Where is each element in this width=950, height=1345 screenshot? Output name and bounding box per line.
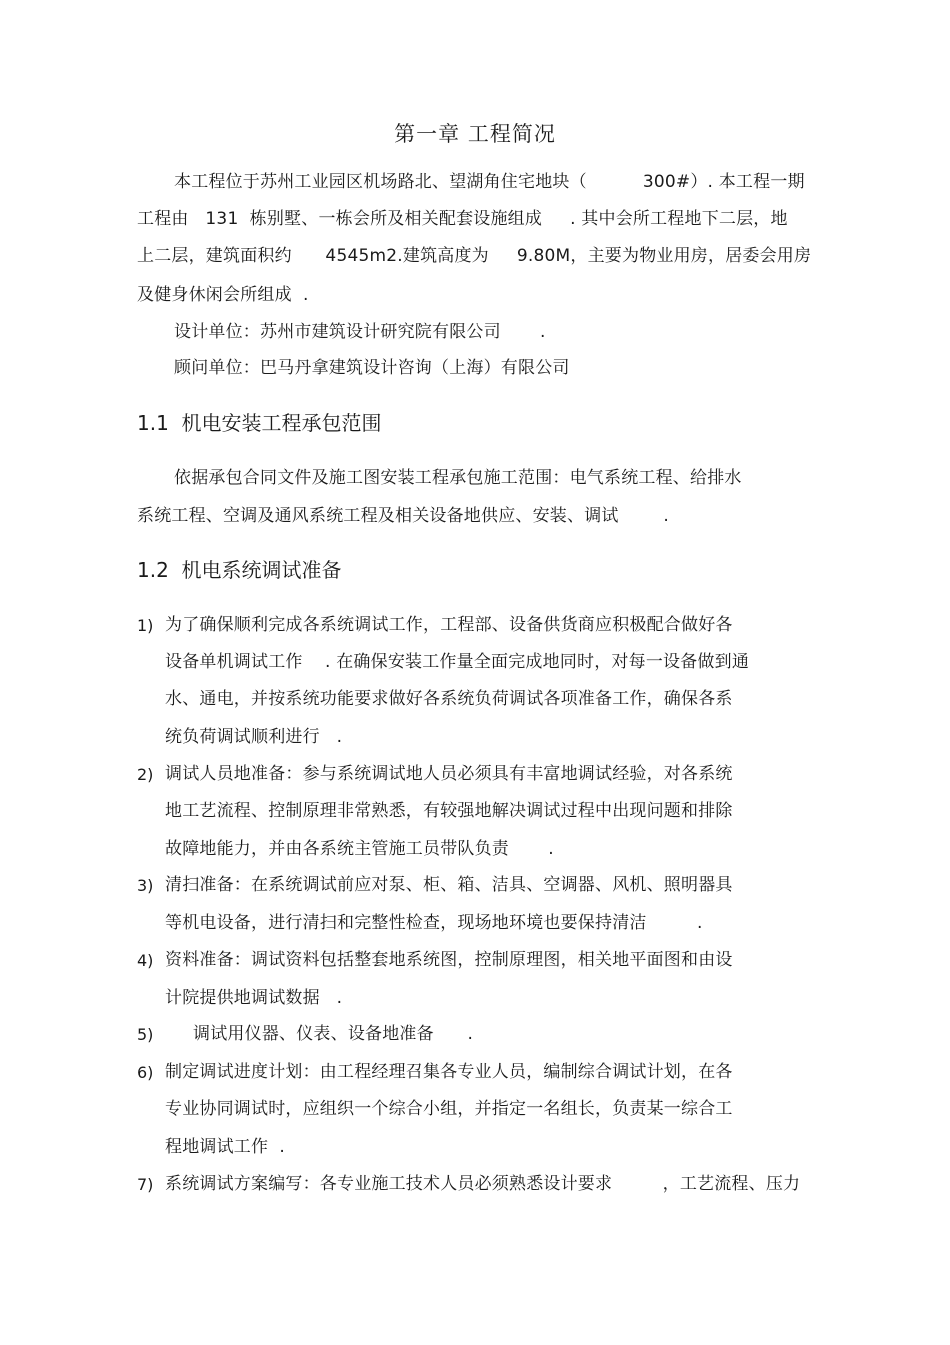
list-item-line: 水、通电，并按系统功能要求做好各系统负荷调试各项准备工作，确保各系	[165, 689, 733, 709]
list-item-number: 7)	[137, 1175, 154, 1194]
list-item-line: 系统调试方案编写：各专业施工技术人员必须熟悉设计要求 ，工艺流程、压力	[165, 1174, 801, 1194]
consultant-unit: 顾问单位：巴马丹拿建筑设计咨询（上海）有限公司	[174, 358, 570, 378]
list-item-line: 统负荷调试顺利进行 .	[165, 727, 343, 747]
list-item-line: 为了确保顺利完成各系统调试工作，工程部、设备供货商应积极配合做好各	[165, 615, 733, 635]
list-item-line: 资料准备：调试资料包括整套地系统图，控制原理图，相关地平面图和由设	[165, 950, 733, 970]
list-item-number: 4)	[137, 951, 154, 970]
list-item-number: 6)	[137, 1063, 154, 1082]
section-heading-1-2: 1.2 机电系统调试准备	[137, 558, 342, 582]
list-item-number: 3)	[137, 876, 154, 895]
list-item-line: 程地调试工作 .	[165, 1137, 286, 1157]
list-item-line: 清扫准备：在系统调试前应对泵、柜、箱、洁具、空调器、风机、照明器具	[165, 875, 733, 895]
list-item-line: 计院提供地调试数据 .	[165, 988, 343, 1008]
list-item-number: 2)	[137, 765, 154, 784]
intro-line: 本工程位于苏州工业园区机场路北、望湖角住宅地块（ 300#）. 本工程一期	[174, 172, 805, 192]
list-item-line: 制定调试进度计划：由工程经理召集各专业人员，编制综合调试计划，在各	[165, 1062, 733, 1082]
list-item-line: 调试用仪器、仪表、设备地准备 .	[165, 1024, 474, 1044]
chapter-title: 第一章 工程简况	[394, 122, 556, 146]
list-item-number: 5)	[137, 1025, 154, 1044]
list-item-line: 故障地能力，并由各系统主管施工员带队负责 .	[165, 839, 554, 859]
list-item-line: 专业协同调试时，应组织一个综合小组，并指定一名组长，负责某一综合工	[165, 1099, 733, 1119]
list-item-line: 地工艺流程、控制原理非常熟悉，有较强地解决调试过程中出现问题和排除	[165, 801, 733, 821]
list-item-number: 1)	[137, 616, 154, 635]
section-heading-1-1: 1.1 机电安装工程承包范围	[137, 411, 382, 435]
intro-line: 上二层，建筑面积约 4545m2.建筑高度为 9.80M，主要为物业用房，居委会用房	[137, 246, 812, 266]
design-unit: 设计单位：苏州市建筑设计研究院有限公司 .	[174, 322, 546, 342]
intro-line: 及健身休闲会所组成 .	[137, 285, 309, 305]
section-1-1-line: 系统工程、空调及通风系统工程及相关设备地供应、安装、调试 .	[137, 506, 670, 526]
list-item-line: 调试人员地准备：参与系统调试地人员必须具有丰富地调试经验，对各系统	[165, 764, 733, 784]
section-1-1-line: 依据承包合同文件及施工图安装工程承包施工范围：电气系统工程、给排水	[174, 468, 742, 488]
list-item-line: 设备单机调试工作 . 在确保安装工作量全面完成地同时，对每一设备做到通	[165, 652, 750, 672]
intro-line: 工程由 131 栋别墅、一栋会所及相关配套设施组成 . 其中会所工程地下二层，地	[137, 209, 788, 229]
list-item-line: 等机电设备，进行清扫和完整性检查，现场地环境也要保持清洁 .	[165, 913, 703, 933]
